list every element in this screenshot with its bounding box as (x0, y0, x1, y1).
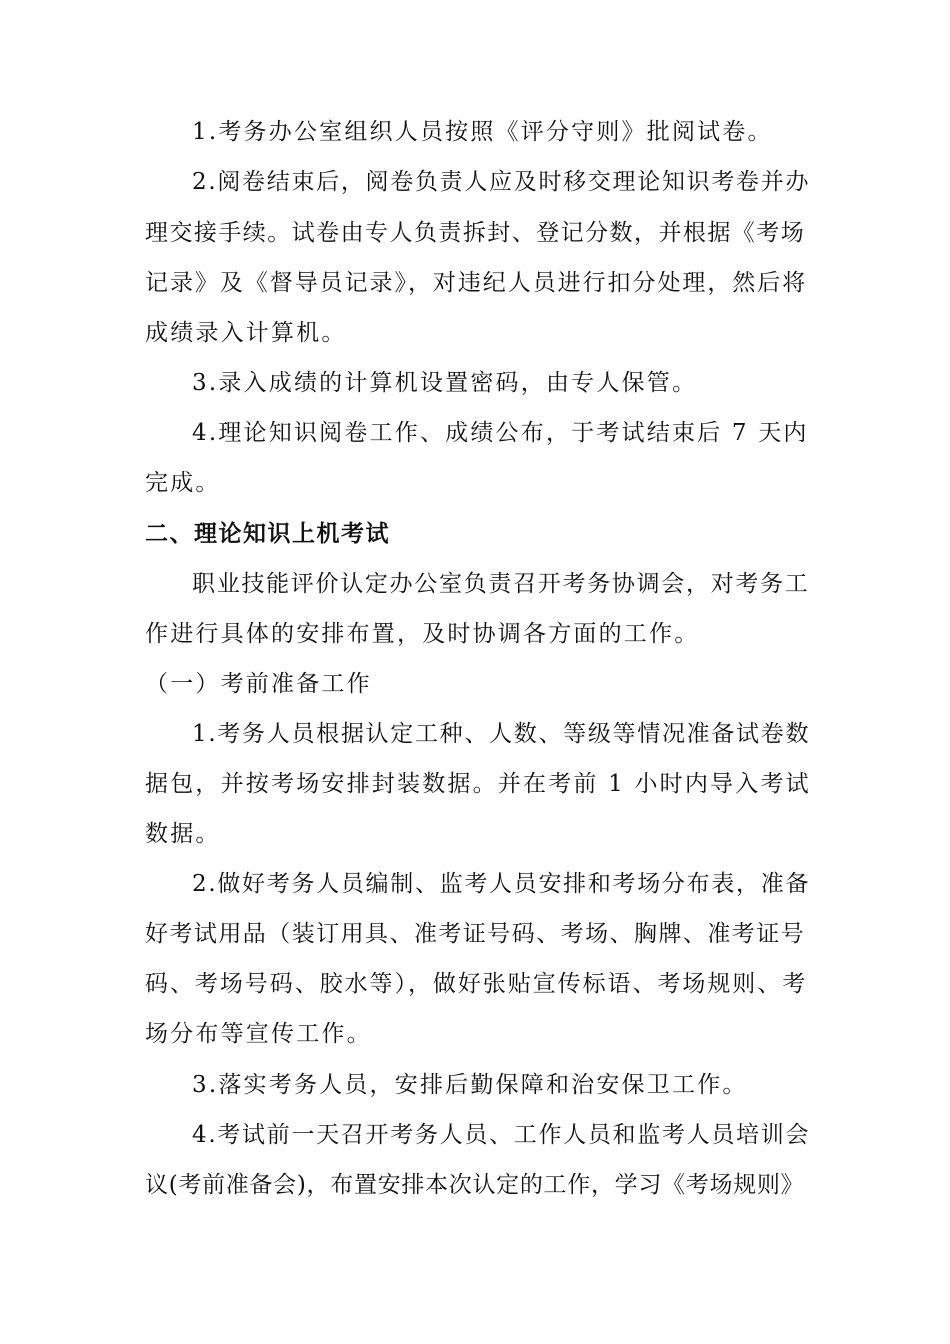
paragraph-line: 理交接手续。试卷由专人负责拆封、登记分数，并根据《考场 (145, 220, 806, 246)
section-heading: 二、理论知识上机考试 (145, 521, 390, 547)
paragraph-line: 码、考场号码、胶水等），做好张贴宣传标语、考场规则、考 (145, 971, 808, 997)
paragraph-line: 1.考务办公室组织人员按照《评分守则》批阅试卷。 (192, 119, 773, 145)
paragraph-line: 完成。 (145, 470, 221, 496)
paragraph-line: 2.阅卷结束后，阅卷负责人应及时移交理论知识考卷并办 (192, 169, 811, 195)
paragraph-line: 记录》及《督导员记录》，对违纪人员进行扣分处理，然后将 (145, 270, 808, 296)
paragraph-line: 4.考试前一天召开考务人员、工作人员和监考人员培训会 (192, 1122, 811, 1148)
paragraph-line: 3.落实考务人员，安排后勤保障和治安保卫工作。 (192, 1072, 748, 1098)
paragraph-line: 好考试用品（装订用具、准考证号码、考场、胸牌、准考证号 (145, 921, 806, 947)
paragraph-line: 据包，并按考场安排封装数据。并在考前 1 小时内导入考试 (145, 771, 811, 797)
paragraph-line: 作进行具体的安排布置，及时协调各方面的工作。 (145, 621, 700, 647)
paragraph-line: 议(考前准备会)，布置安排本次认定的工作，学习《考场规则》 (145, 1172, 805, 1198)
paragraph-line: 2.做好考务人员编制、监考人员安排和考场分布表，准备 (192, 871, 811, 897)
paragraph-line: 3.录入成绩的计算机设置密码，由专人保管。 (192, 370, 698, 396)
paragraph-line: 成绩录入计算机。 (145, 320, 347, 346)
paragraph-line: 职业技能评价认定办公室负责召开考务协调会，对考务工 (192, 571, 810, 597)
paragraph-line: 数据。 (145, 821, 221, 847)
subsection-heading: （一）考前准备工作 (145, 671, 372, 697)
paragraph-line: 4.理论知识阅卷工作、成绩公布，于考试结束后 7 天内 (192, 420, 809, 446)
paragraph-line: 1.考务人员根据认定工种、人数、等级等情况准备试卷数 (192, 721, 811, 747)
paragraph-line: 场分布等宣传工作。 (145, 1021, 372, 1047)
